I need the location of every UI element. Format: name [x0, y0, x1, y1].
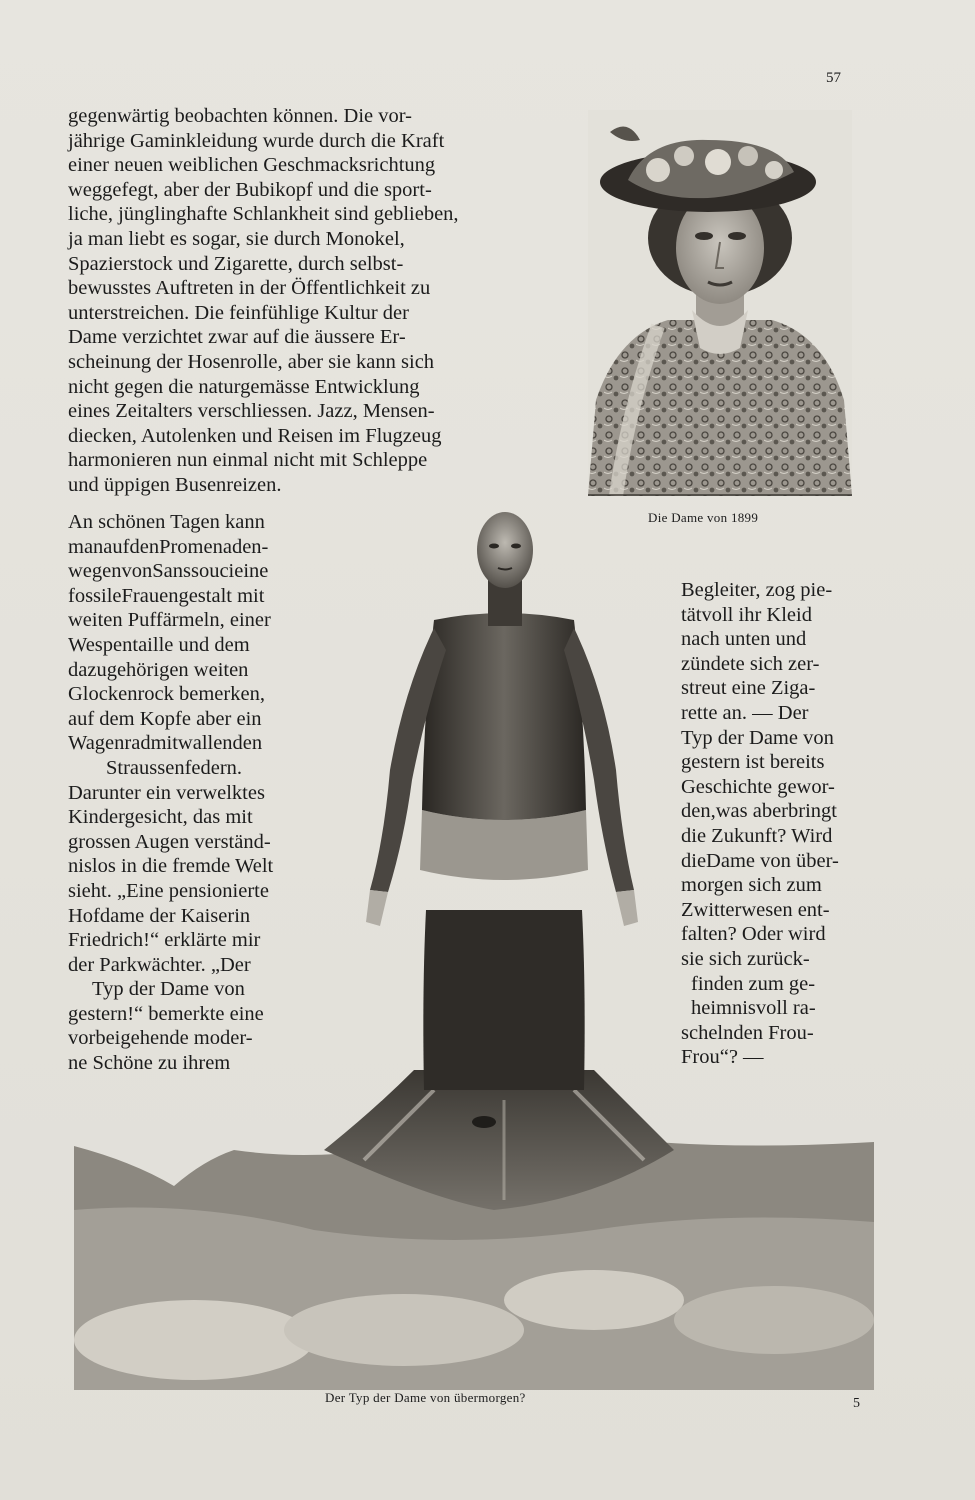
- text-line: heimnisvoll ra-: [691, 997, 816, 1020]
- text-line: Begleiter, zog pie-: [681, 579, 833, 601]
- text-line: eines Zeitalters verschliessen. Jazz, Mensen-: [68, 400, 435, 423]
- text-line: grossen Augen verständ-: [68, 830, 271, 853]
- text-line: sieht. „Eine pensionierte: [68, 879, 269, 902]
- article-text-top: [68, 104, 534, 498]
- text-line: Frou“? —: [681, 1046, 764, 1069]
- text-line: einer neuen weiblichen Geschmacksrichtung: [68, 154, 436, 177]
- photo-caption-uebermorgen: Der Typ der Dame von übermorgen?: [325, 1390, 526, 1405]
- text-line: den,was aberbringt: [681, 800, 837, 823]
- text-line: Typ der Dame von: [92, 978, 245, 1001]
- text-line: Wespentaille und dem: [68, 633, 250, 656]
- photo-caption-1899: Die Dame von 1899: [648, 510, 759, 525]
- text-line: falten? Oder wird: [681, 923, 826, 946]
- text-line: nach unten und: [681, 628, 807, 651]
- text-line: und üppigen Busenreizen.: [68, 473, 282, 496]
- text-line: gestern!“ bemerkte eine: [68, 1002, 264, 1025]
- text-line: gegenwärtig beobachten können. Die vor-: [68, 105, 412, 127]
- text-line: finden zum ge-: [691, 972, 816, 995]
- text-line: Straussenfedern.: [106, 756, 243, 779]
- text-line: Typ der Dame von: [681, 726, 834, 749]
- text-line: dieDame von über-: [681, 849, 839, 872]
- text-line: harmonieren nun einmal nicht mit Schleppe: [68, 449, 428, 472]
- text-line: diecken, Autolenken und Reisen im Flugzeug: [68, 424, 442, 447]
- text-line: Dame verzichtet zwar auf die äussere Er-: [68, 326, 406, 349]
- text-line: Kindergesicht, das mit: [68, 806, 253, 829]
- text-line: dazugehörigen weiten: [68, 658, 249, 681]
- text-line: vorbeigehende moder-: [68, 1027, 253, 1050]
- text-line: Wagenradmitwallenden: [68, 732, 263, 755]
- text-line: wegenvonSanssoucieine: [68, 560, 269, 583]
- text-line: Glockenrock bemerken,: [68, 683, 265, 706]
- text-line: liche, jünglinghafte Schlankheit sind geblieben,: [68, 203, 459, 226]
- text-line: Friedrich!“ erklärte mir: [68, 929, 261, 952]
- text-line: zündete sich zer-: [681, 652, 820, 675]
- text-line: manaufdenPromenaden-: [68, 535, 269, 558]
- text-line: morgen sich zum: [681, 874, 822, 897]
- text-line: rette an. — Der: [681, 701, 809, 724]
- text-line: fossileFrauengestalt mit: [68, 584, 265, 607]
- photo-dame-1899: [588, 110, 852, 496]
- article-text-left: [68, 510, 308, 1076]
- text-line: auf dem Kopfe aber ein: [68, 707, 262, 730]
- text-line: weiten Puffärmeln, einer: [68, 609, 271, 632]
- text-line: An schönen Tagen kann: [68, 511, 265, 533]
- sheet-signature: 5: [853, 1396, 860, 1411]
- text-line: der Parkwächter. „Der: [68, 953, 251, 976]
- article-text-right: [681, 578, 857, 1070]
- text-line: jährige Gaminkleidung wurde durch die Kraft: [68, 129, 445, 152]
- text-line: tätvoll ihr Kleid: [681, 603, 812, 626]
- text-line: schelnden Frou-: [681, 1021, 814, 1044]
- text-line: ne Schöne zu ihrem: [68, 1052, 231, 1075]
- text-line: Hofdame der Kaiserin: [68, 904, 251, 927]
- text-line: ja man liebt es sogar, sie durch Monokel,: [68, 227, 405, 250]
- text-line: sie sich zurück-: [681, 947, 810, 970]
- text-line: streut eine Ziga-: [681, 677, 816, 700]
- text-line: Spazierstock und Zigarette, durch selbst-: [68, 252, 404, 275]
- text-line: scheinung der Hosenrolle, aber sie kann sich: [68, 350, 435, 373]
- text-line: gestern ist bereits: [681, 751, 825, 774]
- text-line: Darunter ein verwelktes: [68, 781, 265, 804]
- text-line: unterstreichen. Die feinfühlige Kultur der: [68, 301, 409, 324]
- text-line: bewusstes Auftreten in der Öffentlichkeit zu: [68, 277, 431, 300]
- text-line: nislos in die fremde Welt: [68, 855, 274, 878]
- text-line: nicht gegen die naturgemässe Entwicklung: [68, 375, 420, 398]
- text-line: Zwitterwesen ent-: [681, 898, 830, 921]
- page-number: 57: [826, 70, 841, 86]
- text-line: weggefegt, aber der Bubikopf und die sport-: [68, 178, 432, 201]
- text-line: die Zukunft? Wird: [681, 824, 833, 847]
- text-line: Geschichte gewor-: [681, 775, 835, 798]
